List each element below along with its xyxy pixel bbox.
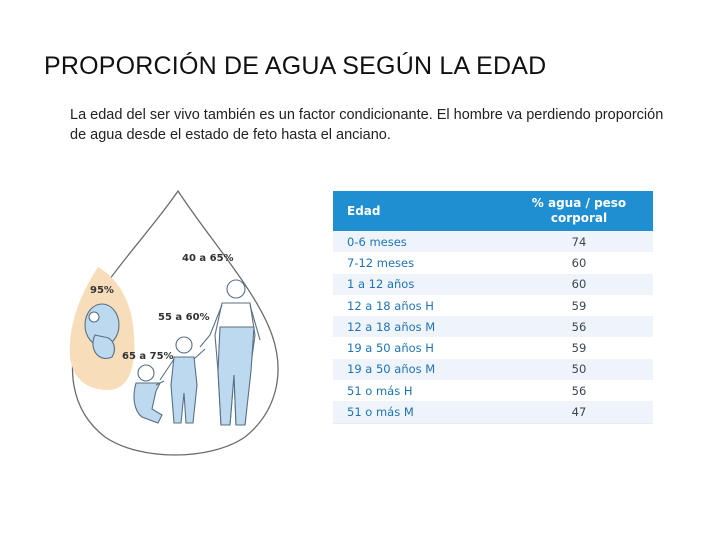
child-percentage: 55 a 60% (158, 312, 210, 323)
table-row (333, 337, 653, 358)
cell-agua: 60 (571, 255, 587, 270)
table-row (333, 401, 653, 422)
header-agua: % agua / peso corporal (531, 196, 627, 225)
cell-edad: 19 a 50 años H (347, 341, 434, 356)
cell-edad: 51 o más M (347, 405, 414, 420)
cell-agua: 74 (571, 234, 587, 249)
cell-edad: 1 a 12 años (347, 277, 415, 292)
cell-agua: 56 (571, 383, 587, 398)
table-row (333, 252, 653, 273)
baby-percentage: 65 a 75% (122, 351, 174, 362)
header-edad: Edad (347, 204, 381, 218)
table-row (333, 359, 653, 380)
cell-agua: 56 (571, 319, 587, 334)
cell-agua: 47 (571, 405, 587, 420)
cell-edad: 7-12 meses (347, 255, 415, 270)
fetus-percentage: 95% (90, 285, 114, 296)
cell-edad: 51 o más H (347, 383, 413, 398)
table-row (333, 231, 653, 252)
cell-agua: 59 (571, 341, 587, 356)
cell-edad: 0-6 meses (347, 234, 407, 249)
intro-text: La edad del ser vivo también es un factor condicionante. El hombre va perdiendo proporción de agua desde el estado de feto hasta el anciano. (70, 107, 664, 143)
table-body (333, 231, 653, 423)
page-title: PROPORCIÓN DE AGUA SEGÚN LA EDAD (44, 52, 547, 80)
table-header (333, 191, 653, 231)
table-row (333, 380, 653, 401)
cell-agua: 50 (571, 362, 587, 377)
cell-agua: 59 (571, 298, 587, 313)
water-drop-illustration (60, 185, 290, 465)
adult-percentage: 40 a 65% (182, 253, 234, 264)
cell-edad: 19 a 50 años M (347, 362, 436, 377)
cell-edad: 12 a 18 años M (347, 319, 436, 334)
table-row (333, 295, 653, 316)
water-by-age-table (333, 191, 653, 424)
cell-edad: 12 a 18 años H (347, 298, 434, 313)
cell-agua: 60 (571, 277, 587, 292)
table-row (333, 316, 653, 337)
table-row (333, 274, 653, 295)
